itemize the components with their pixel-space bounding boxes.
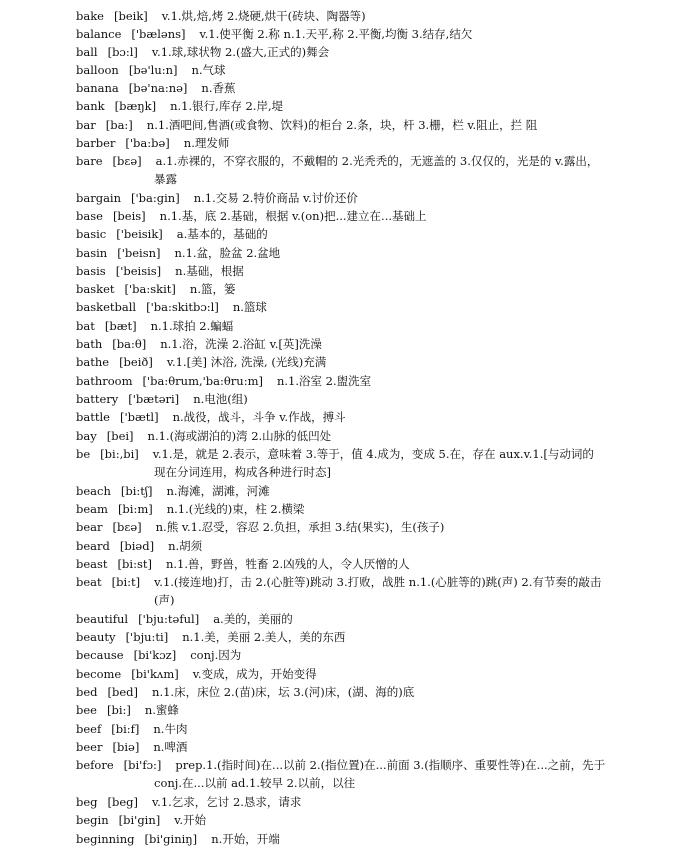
entry-definition: n.1.浴，洗澡 2.浴缸 v.[英]洗澡 — [160, 337, 322, 351]
entry-battery — [76, 391, 613, 409]
entry-phonetic: [bi:] — [106, 703, 131, 717]
entry-phonetic: [bə'lu:n] — [128, 63, 178, 77]
entry-beautiful — [76, 611, 613, 629]
entry-phonetic: [bi:m] — [117, 502, 153, 516]
entry-beg — [76, 794, 613, 812]
entry-basin — [76, 245, 613, 263]
entry-balance — [76, 26, 613, 44]
entry-word: balloon — [76, 63, 119, 77]
entry-phonetic: ['beisik] — [116, 227, 163, 241]
entry-definition: n.熊 v.1.忍受，容忍 2.负担，承担 3.结(果实)，生(孩子) — [155, 520, 445, 534]
entry-word: bay — [76, 429, 97, 443]
entry-definition: n.气球 — [191, 63, 226, 77]
entry-word: base — [76, 209, 103, 223]
entry-phonetic: ['bju:ti] — [125, 630, 169, 644]
entry-bat — [76, 318, 613, 336]
entry-basic — [76, 226, 613, 244]
entry-word: bake — [76, 9, 104, 23]
entry-definition: n.1.球拍 2.蝙蝠 — [150, 319, 234, 333]
entry-phonetic: ['beisn] — [117, 246, 161, 260]
entry-word: bank — [76, 99, 105, 113]
entry-beer — [76, 739, 613, 757]
entry-bathroom — [76, 373, 613, 391]
entry-battle — [76, 409, 613, 427]
entry-definition: n.开始，开端 — [211, 832, 280, 846]
entry-definition: v.1.[美] 沐浴, 洗澡, (光线)充满 — [166, 355, 327, 369]
entry-word: bed — [76, 685, 98, 699]
entry-bar — [76, 117, 613, 135]
entry-definition: n.1.床，床位 2.(苗)床，坛 3.(河)床，(湖、海的)底 — [152, 685, 415, 699]
entry-definition: n.1.兽，野兽，牲畜 2.凶残的人，令人厌憎的人 — [165, 557, 410, 571]
entry-definition: v.1.使平衡 2.称 n.1.天平,称 2.平衡,均衡 3.结存,结欠 — [199, 27, 473, 41]
entry-definition: n.1.交易 2.特价商品 v.讨价还价 — [193, 191, 358, 205]
entry-word: bear — [76, 520, 103, 534]
entry-basis — [76, 263, 613, 281]
entry-definition: n.篮，篓 — [189, 282, 236, 296]
entry-word: barber — [76, 136, 116, 150]
entry-word: bare — [76, 154, 103, 168]
entry-beat — [76, 574, 613, 609]
entry-phonetic: [bεə] — [112, 154, 142, 168]
entry-bathe — [76, 354, 613, 372]
entry-definition: a.美的，美丽的 — [213, 612, 293, 626]
entry-word: basin — [76, 246, 108, 260]
entry-phonetic: [bæt] — [104, 319, 137, 333]
entry-phonetic: [bi'fɔ:] — [123, 758, 162, 772]
entry-word: basketball — [76, 300, 137, 314]
entry-phonetic: [beik] — [114, 9, 148, 23]
entry-phonetic: [bi:tʃ] — [120, 484, 153, 498]
entry-definition: n.香蕉 — [201, 81, 236, 95]
entry-word: balance — [76, 27, 122, 41]
entry-phonetic: [beg] — [107, 795, 139, 809]
entry-definition: v.1.是，就是 2.表示，意味着 3.等于，值 4.成为，变成 5.在，存在 aux.v.1.[与动词的 — [152, 447, 594, 461]
entry-definition: n.1.酒吧间,售酒(或食物、饮料)的柜台 2.条，块，杆 3.栅，栏 v.阻止，拦 阻 — [146, 118, 538, 132]
entry-ball — [76, 44, 613, 62]
entry-phonetic: [bei] — [106, 429, 134, 443]
entry-word: beat — [76, 575, 102, 589]
entry-basket — [76, 281, 613, 299]
entry-definition: conj.因为 — [190, 648, 242, 662]
entry-definition: n.蜜蜂 — [144, 703, 179, 717]
entry-definition: v.1.烘,焙,烤 2.烧硬,烘干(砖块、陶器等) — [161, 9, 366, 23]
entry-phonetic: [bi'giniŋ] — [144, 832, 198, 846]
entry-word: bat — [76, 319, 95, 333]
entry-word: bargain — [76, 191, 122, 205]
entry-definition: n.1.美，美丽 2.美人，美的东西 — [182, 630, 346, 644]
entry-word: beam — [76, 502, 108, 516]
entry-word: become — [76, 667, 122, 681]
entry-beam — [76, 501, 613, 519]
entry-word: beef — [76, 722, 102, 736]
entry-word: banana — [76, 81, 119, 95]
entry-bear — [76, 519, 613, 537]
entry-definition: a.1.赤裸的，不穿衣服的，不戴帽的 2.光秃秃的，无遮盖的 3.仅仅的，光是的 v.露出， — [155, 154, 599, 168]
entry-definition: n.战役，战斗，斗争 v.作战，搏斗 — [172, 410, 346, 424]
entry-phonetic: [bə'na:nə] — [128, 81, 188, 95]
entry-phonetic: ['ba:skit] — [124, 282, 176, 296]
entry-definition: prep.1.(指时间)在...以前 2.(指位置)在...前面 3.(指顺序、重要性等)在...之前，先于 — [175, 758, 606, 772]
entry-word: battery — [76, 392, 119, 406]
entry-basketball — [76, 299, 613, 317]
entry-phonetic: ['beisis] — [115, 264, 162, 278]
entry-definition: n.1.浴室 2.盥洗室 — [276, 374, 372, 388]
entry-barber — [76, 135, 613, 153]
entry-banana — [76, 80, 613, 98]
entry-bake — [76, 8, 613, 26]
entry-be — [76, 446, 613, 481]
entry-word: beach — [76, 484, 111, 498]
entry-definition: n.1.基，底 2.基础，根据 v.(on)把...建立在...基础上 — [159, 209, 427, 223]
entry-phonetic: [bæŋk] — [114, 99, 157, 113]
entry-phonetic: [bi:f] — [111, 722, 140, 736]
entry-word: bar — [76, 118, 96, 132]
entry-word: basic — [76, 227, 107, 241]
entry-phonetic: [ba:θ] — [112, 337, 147, 351]
entry-word: beard — [76, 539, 110, 553]
entry-definition: v.开始 — [174, 813, 207, 827]
entry-phonetic: [bi'kʌm] — [131, 667, 179, 681]
entry-definition: n.海滩，湖滩，河滩 — [166, 484, 270, 498]
entry-definition: n.1.盆，脸盆 2.盆地 — [174, 246, 281, 260]
entry-phonetic: [bɔ:l] — [107, 45, 138, 59]
entry-definition: n.理发师 — [183, 136, 230, 150]
entry-word: beast — [76, 557, 108, 571]
entry-phonetic: [biəd] — [119, 539, 155, 553]
entry-word: bee — [76, 703, 97, 717]
entry-phonetic: ['bætl] — [119, 410, 159, 424]
entry-definition: n.篮球 — [232, 300, 267, 314]
entry-word: bathroom — [76, 374, 133, 388]
entry-balloon — [76, 62, 613, 80]
entry-definition: a.基本的，基础的 — [176, 227, 268, 241]
entry-word: beauty — [76, 630, 116, 644]
entry-definition: n.啤酒 — [153, 740, 188, 754]
entry-bee — [76, 702, 613, 720]
entry-bed — [76, 684, 613, 702]
entry-phonetic: [ba:] — [105, 118, 133, 132]
entry-phonetic: [bεə] — [112, 520, 142, 534]
entry-word: bath — [76, 337, 103, 351]
entry-definition: n.基础，根据 — [175, 264, 244, 278]
entry-phonetic: [bi:,bi] — [100, 447, 139, 461]
entry-definition-continued: 暴露 — [154, 171, 177, 186]
entry-bank — [76, 98, 613, 116]
entry-phonetic: ['bætəri] — [128, 392, 180, 406]
entry-phonetic: [beið] — [119, 355, 153, 369]
entry-phonetic: [biə] — [112, 740, 140, 754]
entry-phonetic: ['ba:skitbɔ:l] — [146, 300, 219, 314]
entry-begin — [76, 812, 613, 830]
entry-definition: n.牛肉 — [153, 722, 188, 736]
entry-word: basis — [76, 264, 106, 278]
entry-definition: n.1.银行,库存 2.岸,堤 — [170, 99, 284, 113]
entry-phonetic: ['ba:θrum,'ba:θru:m] — [142, 374, 263, 388]
entry-because — [76, 647, 613, 665]
entry-phonetic: [bi:st] — [117, 557, 152, 571]
entry-base — [76, 208, 613, 226]
entry-definition: v.1.球,球状物 2.(盛大,正式的)舞会 — [151, 45, 330, 59]
entry-phonetic: [beis] — [112, 209, 146, 223]
entry-word: basket — [76, 282, 115, 296]
entry-word: beginning — [76, 832, 135, 846]
entry-definition: n.1.(海或湖泊的)湾 2.山脉的低凹处 — [147, 429, 332, 443]
entry-beard — [76, 538, 613, 556]
entry-definition: v.变成，成为，开始变得 — [192, 667, 317, 681]
entry-before — [76, 757, 613, 792]
entry-definition: v.1.乞求，乞讨 2.恳求，请求 — [152, 795, 302, 809]
entry-definition-continued: (声) — [154, 592, 175, 607]
entry-bare — [76, 153, 613, 188]
entry-word: before — [76, 758, 114, 772]
entry-word: be — [76, 447, 91, 461]
entry-phonetic: [bi'kɔz] — [133, 648, 177, 662]
entry-beginning — [76, 831, 613, 849]
entry-phonetic: [bi:t] — [111, 575, 141, 589]
entry-word: beautiful — [76, 612, 129, 626]
entry-definition: n.1.(光线的)束，柱 2.横梁 — [166, 502, 305, 516]
entry-definition-continued: 现在分词连用，构成各种进行时态] — [154, 464, 331, 479]
entry-word: beg — [76, 795, 98, 809]
entry-word: bathe — [76, 355, 110, 369]
entry-word: because — [76, 648, 124, 662]
entry-phonetic: [bi'gin] — [118, 813, 161, 827]
entry-word: beer — [76, 740, 103, 754]
entry-phonetic: ['bæləns] — [131, 27, 186, 41]
entry-beach — [76, 483, 613, 501]
entry-bath — [76, 336, 613, 354]
entry-word: begin — [76, 813, 109, 827]
entry-definition: v.1.(接连地)打，击 2.(心脏等)跳动 3.打败，战胜 n.1.(心脏等的)跳(声) 2.有节奏的敲击 — [154, 575, 602, 589]
entry-phonetic: ['ba:gin] — [131, 191, 180, 205]
entry-become — [76, 666, 613, 684]
entry-bargain — [76, 190, 613, 208]
entry-bay — [76, 428, 613, 446]
entry-beast — [76, 556, 613, 574]
entry-phonetic: [bed] — [107, 685, 139, 699]
entry-phonetic: ['ba:bə] — [125, 136, 170, 150]
entry-beef — [76, 721, 613, 739]
entry-definition: n.胡须 — [168, 539, 203, 553]
entry-word: ball — [76, 45, 98, 59]
entry-definition: n.电池(组) — [193, 392, 248, 406]
entry-definition-continued: conj.在...以前 ad.1.较早 2.以前，以往 — [154, 775, 356, 790]
entry-beauty — [76, 629, 613, 647]
entry-word: battle — [76, 410, 110, 424]
entry-phonetic: ['bju:təful] — [138, 612, 200, 626]
